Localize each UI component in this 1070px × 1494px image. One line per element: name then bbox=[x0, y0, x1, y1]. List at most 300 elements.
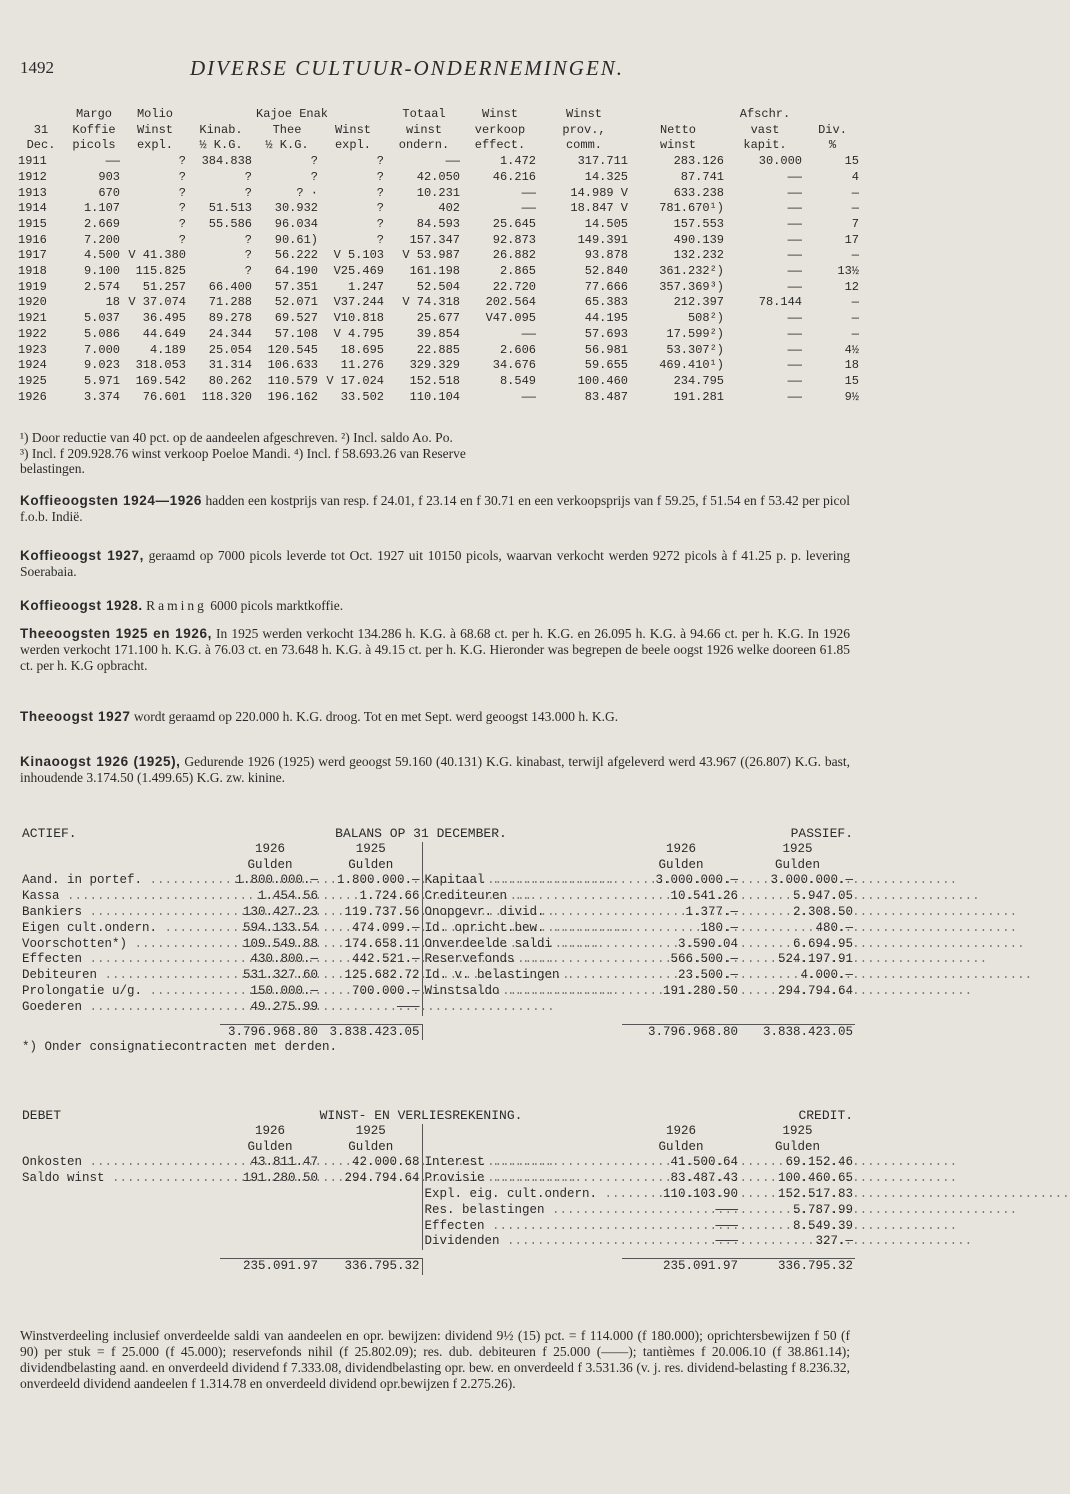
table-cell: 57.108 bbox=[274, 326, 318, 341]
balance-right-label: Kapitaal ..... bbox=[422, 873, 622, 889]
table-row bbox=[16, 264, 861, 280]
balance-right-value: 566.500.— bbox=[670, 952, 738, 967]
table-cell: 212.397 bbox=[673, 295, 724, 310]
running-title: DIVERSE CULTUUR-ONDERNEMINGEN. bbox=[190, 56, 625, 80]
table-cell: V 41.380 bbox=[128, 248, 186, 263]
table-row bbox=[16, 374, 861, 390]
footnote-line: belastingen. bbox=[20, 461, 85, 476]
table-cell: 52.504 bbox=[416, 279, 460, 294]
table-cell: —— bbox=[787, 373, 802, 388]
year-cell: 1914 bbox=[18, 201, 47, 216]
table-cell: 14.325 bbox=[584, 169, 628, 184]
pl-right-heading: CREDIT. bbox=[798, 1108, 854, 1123]
pl-row bbox=[20, 1203, 855, 1219]
balance-right-value: 3.000.000.— bbox=[770, 873, 854, 888]
balance-right-value bbox=[740, 1000, 855, 1016]
table-cell: —— bbox=[787, 232, 802, 247]
pl-row bbox=[20, 1219, 855, 1235]
column-header: Totaal bbox=[402, 107, 446, 121]
pl-total: 336.795.32 bbox=[740, 1259, 855, 1275]
balance-left-value: 1.724.66 bbox=[359, 889, 420, 904]
table-cell: 39.854 bbox=[416, 326, 460, 341]
balance-left-value: 119.737.56 bbox=[344, 904, 420, 919]
balance-row bbox=[20, 889, 855, 905]
pl-right-label: Interest ..... bbox=[422, 1155, 622, 1171]
table-cell: 87.741 bbox=[680, 169, 724, 184]
table-row bbox=[16, 295, 861, 311]
table-cell: 4.189 bbox=[149, 342, 186, 357]
balance-total: 3.838.423.05 bbox=[740, 1024, 855, 1040]
table-cell: —— bbox=[787, 216, 802, 231]
table-cell: 44.649 bbox=[142, 326, 186, 341]
table-cell: 18.847 V bbox=[570, 201, 628, 216]
table-cell: 22.720 bbox=[492, 279, 536, 294]
table-cell: 51.257 bbox=[142, 279, 186, 294]
pl-row bbox=[20, 1187, 855, 1203]
year-cell: 1913 bbox=[18, 185, 47, 200]
table-cell: 25.054 bbox=[208, 342, 252, 357]
balance-left-label: Kassa ..... bbox=[20, 889, 220, 905]
statistics-table bbox=[16, 107, 861, 405]
currency-label: Gulden bbox=[348, 1139, 394, 1154]
column-header: winst bbox=[405, 122, 442, 137]
table-cell: 24.344 bbox=[208, 326, 252, 341]
profit-distribution-paragraph: Winstverdeeling inclusief onverdeelde saldi van aandeelen en opr. bewijzen: dividend 9½ (15) pct. = f 114.000 (f 180.000); oprichtersbewijzen f 50 (f 90) per stuk = f 25.000 (f 45.000); reservefonds nihil (f 25.802.09); res. dub. debiteuren f 25.000 (——); tantièmes f 20.006.10 (f 38.861.14); dividendbelasting aand. en onverdeeld dividend f 7.333.08, dividendbelasting opr. bew. en onverdeeld f 3.531.36 (v. j. res. dividend-belasting f 8.236.32, onverdeeld dividend aandeelen f 1.314.78 en onverdeeld dividend opr.bewijzen f 2.275.26). bbox=[20, 1328, 850, 1391]
table-cell: V 4.795 bbox=[333, 326, 384, 341]
balance-right-value: 10.541.26 bbox=[670, 889, 738, 904]
footnote-line: ³) Incl. f 209.928.76 winst verkoop Poeloe Mandi. ⁴) Incl. f 58.693.26 van Reserve bbox=[20, 445, 466, 461]
table-cell: ? bbox=[376, 169, 384, 184]
paragraph-lead: Koffieoogsten 1924—1926 bbox=[20, 493, 203, 508]
footnote-line: ¹) Door reductie van 40 pct. op de aandeelen afgeschreven. ²) Incl. saldo Ao. Po. bbox=[20, 430, 453, 445]
balance-left-value: 594.133.54 bbox=[242, 920, 318, 935]
balance-title: BALANS OP 31 DECEMBER. bbox=[335, 826, 507, 841]
table-cell: 9.100 bbox=[83, 264, 120, 279]
table-cell: 191.281 bbox=[673, 389, 724, 404]
balance-right-value: 23.500.— bbox=[677, 968, 738, 983]
column-header bbox=[804, 107, 861, 123]
table-header-row bbox=[16, 138, 861, 154]
column-header: ½ K.G. bbox=[265, 138, 309, 153]
balance-left-value: 474.099.— bbox=[351, 920, 420, 935]
balance-left-label: Prolongatie u/g. ..... bbox=[20, 984, 220, 1000]
table-cell: 2.669 bbox=[83, 216, 120, 231]
table-cell: 44.195 bbox=[584, 311, 628, 326]
table-cell: 11.276 bbox=[340, 358, 384, 373]
table-cell: 93.878 bbox=[584, 248, 628, 263]
pl-right-value: 152.517.83 bbox=[778, 1186, 854, 1201]
table-cell: 633.238 bbox=[673, 185, 724, 200]
pl-right-value: 83.487.43 bbox=[670, 1171, 739, 1186]
table-row bbox=[16, 390, 861, 406]
table-cell: 120.545 bbox=[267, 342, 318, 357]
table-cell: ? bbox=[376, 154, 384, 169]
table-cell: 59.655 bbox=[584, 358, 628, 373]
paragraph-koffieoogst-1927 bbox=[20, 548, 850, 580]
balance-row bbox=[20, 921, 855, 937]
table-cell: 100.460 bbox=[577, 373, 628, 388]
pl-total: 235.091.97 bbox=[622, 1259, 740, 1275]
balance-note: *) Onder consignatiecontracten met derden. bbox=[22, 1040, 338, 1055]
table-row bbox=[16, 343, 861, 359]
table-cell: ? bbox=[376, 185, 384, 200]
table-cell: —— bbox=[521, 185, 536, 200]
pl-total: 235.091.97 bbox=[220, 1259, 320, 1275]
table-cell: 196.162 bbox=[267, 389, 318, 404]
table-cell: 12 bbox=[844, 279, 859, 294]
balance-row bbox=[20, 937, 855, 953]
balance-left-label: Voorschotten*) ..... bbox=[20, 937, 220, 953]
column-header: vast bbox=[750, 122, 780, 137]
column-header: Winst bbox=[334, 122, 371, 137]
table-cell: 64.190 bbox=[274, 264, 318, 279]
table-cell: 317.711 bbox=[577, 154, 628, 169]
paragraph-lead: Theeoogsten 1925 en 1926, bbox=[20, 626, 212, 641]
table-cell: ? bbox=[310, 169, 318, 184]
table-cell: 2.606 bbox=[499, 342, 536, 357]
column-header: Winst bbox=[136, 122, 173, 137]
currency-label: Gulden bbox=[348, 857, 394, 872]
table-cell: 5.086 bbox=[83, 326, 120, 341]
pl-title: WINST- EN VERLIESREKENING. bbox=[319, 1108, 523, 1123]
pl-right-label: Res. belastingen ..... bbox=[422, 1203, 622, 1219]
table-cell: 25.645 bbox=[492, 216, 536, 231]
table-cell: V37.244 bbox=[333, 295, 384, 310]
table-cell: 4½ bbox=[844, 342, 859, 357]
table-cell: 53.307²) bbox=[666, 342, 724, 357]
pl-left-heading: DEBET bbox=[22, 1108, 62, 1123]
pl-left-value bbox=[320, 1234, 422, 1250]
year-cell: 1919 bbox=[18, 279, 47, 294]
table-cell: 2.865 bbox=[499, 264, 536, 279]
table-cell: 31.314 bbox=[208, 358, 252, 373]
balance-left-value: 442.521.— bbox=[351, 952, 420, 967]
balance-right-value: 480.— bbox=[815, 920, 854, 935]
table-cell: 30.000 bbox=[758, 154, 802, 169]
table-row bbox=[16, 170, 861, 186]
column-header: verkoop bbox=[474, 122, 526, 137]
pl-right-value: ——— bbox=[715, 1234, 739, 1249]
table-cell: —— bbox=[787, 185, 802, 200]
balance-row bbox=[20, 984, 855, 1000]
balance-right-value: 5.947.05 bbox=[793, 889, 854, 904]
year-label: 1925 bbox=[782, 1123, 813, 1138]
table-cell: 5.971 bbox=[83, 373, 120, 388]
table-cell: 1.107 bbox=[83, 201, 120, 216]
table-cell: 52.840 bbox=[584, 264, 628, 279]
year-cell: 1918 bbox=[18, 264, 47, 279]
table-cell: 149.391 bbox=[577, 232, 628, 247]
table-cell: 15 bbox=[844, 154, 859, 169]
paragraph-text: In 1925 werden verkocht 134.286 h. K.G. à 68.68 ct. per h. K.G. en 26.095 h. K.G. à 94.66 ct. per h. K.G. In 1926 werden verkocht 171.100 h. K.G. à 76.03 ct. en 73.648 h. K.G. à 49.15 ct. per h. K.G. Hieronder was begrepen de beele oogst 1926 welke dooreen 61.85 ct. per h. K.G opbracht. bbox=[20, 626, 850, 673]
table-cell: 71.288 bbox=[208, 295, 252, 310]
table-cell: ? bbox=[178, 232, 186, 247]
pl-right-value: ——— bbox=[715, 1218, 739, 1233]
table-cell: 110.579 bbox=[267, 373, 318, 388]
column-header: Winst bbox=[565, 107, 602, 121]
year-label: 1926 bbox=[665, 841, 696, 856]
pl-right-value: 327.— bbox=[815, 1234, 854, 1249]
year-cell: 1924 bbox=[18, 358, 47, 373]
table-cell: — bbox=[851, 185, 859, 200]
balance-left-value: 531.327.60 bbox=[242, 968, 318, 983]
table-cell: 8.549 bbox=[499, 373, 536, 388]
table-cell: ? bbox=[178, 216, 186, 231]
table-cell: 22.885 bbox=[416, 342, 460, 357]
table-cell: ? bbox=[376, 201, 384, 216]
year-cell: 1915 bbox=[18, 216, 47, 231]
balance-left-value: 174.658.11 bbox=[344, 936, 420, 951]
table-cell: 357.369³) bbox=[659, 279, 724, 294]
pl-right-value: 5.787.99 bbox=[793, 1202, 854, 1217]
pl-left-value: 42.000.68 bbox=[351, 1155, 420, 1170]
table-cell: —— bbox=[787, 358, 802, 373]
table-cell: 65.383 bbox=[584, 295, 628, 310]
column-header bbox=[188, 107, 254, 123]
table-cell: 3.374 bbox=[83, 389, 120, 404]
paragraph-text: 6000 picols marktkoffie. bbox=[206, 598, 344, 613]
table-cell: 283.126 bbox=[673, 154, 724, 169]
pl-row bbox=[20, 1155, 855, 1171]
table-cell: ? bbox=[244, 232, 252, 247]
balance-left-label: Bankiers ..... bbox=[20, 905, 220, 921]
table-cell: 26.882 bbox=[492, 248, 536, 263]
table-cell: —— bbox=[521, 389, 536, 404]
currency-label: Gulden bbox=[658, 857, 704, 872]
column-header: comm. bbox=[565, 138, 602, 153]
table-cell: 1.472 bbox=[499, 154, 536, 169]
balance-right-value: 191.280.50 bbox=[662, 983, 738, 998]
paragraph-text: wordt geraamd op 220.000 h. K.G. droog. Tot en met Sept. werd geoogst 143.000 h. K.G. bbox=[130, 709, 619, 724]
table-cell: —— bbox=[787, 342, 802, 357]
pl-left-value bbox=[320, 1203, 422, 1219]
balance-row bbox=[20, 968, 855, 984]
table-cell: ? bbox=[376, 232, 384, 247]
table-cell: 10.231 bbox=[416, 185, 460, 200]
year-cell: 1911 bbox=[18, 154, 47, 169]
table-cell: 84.593 bbox=[416, 216, 460, 231]
table-cell: 157.347 bbox=[409, 232, 460, 247]
paragraph-text: Gedurende 1926 (1925) werd geoogst 59.160 (40.131) K.G. kinabast, terwijl afgeleverd werd 43.967 ((26.807) K.G. bast, inhoudende 3.174.50 (1.499.65) K.G. zw. kinine. bbox=[20, 754, 850, 785]
column-header: ondern. bbox=[398, 138, 450, 153]
pl-row bbox=[20, 1171, 855, 1187]
table-cell: 77.666 bbox=[584, 279, 628, 294]
table-cell: —— bbox=[787, 311, 802, 326]
column-header: Molio bbox=[136, 107, 173, 121]
pl-total: 336.795.32 bbox=[320, 1259, 422, 1275]
table-cell: 30.932 bbox=[274, 201, 318, 216]
table-cell: 234.795 bbox=[673, 373, 724, 388]
pl-left-value: 294.794.64 bbox=[344, 1171, 420, 1186]
table-cell: 384.838 bbox=[201, 154, 252, 169]
pl-left-value: 191.280.50 bbox=[242, 1171, 318, 1186]
pl-right-value: 41.500.64 bbox=[670, 1155, 739, 1170]
year-cell: 1917 bbox=[18, 248, 47, 263]
table-cell: 51.513 bbox=[208, 201, 252, 216]
table-cell: 4.500 bbox=[83, 248, 120, 263]
table-cell: ? bbox=[244, 264, 252, 279]
balance-right-value: 2.308.50 bbox=[793, 904, 854, 919]
balance-right-value: 4.000.— bbox=[800, 968, 854, 983]
year-cell: 1923 bbox=[18, 342, 47, 357]
table-cell: V10.818 bbox=[333, 311, 384, 326]
balance-left-value: 430.800.— bbox=[250, 952, 318, 967]
pl-right-label: Effecten ..... bbox=[422, 1219, 622, 1235]
balance-right-value bbox=[622, 1000, 740, 1016]
table-cell: 18 bbox=[105, 295, 120, 310]
table-header-row bbox=[16, 123, 861, 139]
balance-left-value: 1.800.000.— bbox=[235, 873, 318, 888]
table-header-row bbox=[16, 107, 861, 123]
table-row bbox=[16, 327, 861, 343]
paragraph-koffieoogst-1928 bbox=[20, 598, 850, 614]
table-cell: 46.216 bbox=[492, 169, 536, 184]
table-cell: 1.247 bbox=[347, 279, 384, 294]
paragraph-spaced: Raming bbox=[146, 598, 207, 613]
column-header: Thee bbox=[272, 122, 302, 137]
year-cell: 1916 bbox=[18, 232, 47, 247]
column-header: Koffie bbox=[72, 122, 116, 137]
table-cell: 90.61) bbox=[274, 232, 318, 247]
table-cell: ? bbox=[178, 201, 186, 216]
balance-left-heading: ACTIEF. bbox=[22, 826, 77, 841]
currency-label: Gulden bbox=[775, 1139, 821, 1154]
balance-right-value: 524.197.91 bbox=[778, 952, 854, 967]
table-row bbox=[16, 280, 861, 296]
column-header: expl. bbox=[136, 138, 173, 153]
year-cell: 1922 bbox=[18, 326, 47, 341]
table-row bbox=[16, 311, 861, 327]
balance-right-label: Reservefonds ..... bbox=[422, 952, 622, 968]
table-row bbox=[16, 248, 861, 264]
balance-left-value: 1.454.56 bbox=[257, 889, 318, 904]
year-cell: 1912 bbox=[18, 169, 47, 184]
table-cell: 18 bbox=[844, 358, 859, 373]
pl-left-label bbox=[20, 1203, 220, 1219]
table-cell: —— bbox=[521, 201, 536, 216]
table-cell: — bbox=[851, 201, 859, 216]
pl-left-label bbox=[20, 1219, 220, 1235]
balance-right-heading: PASSIEF. bbox=[790, 826, 854, 841]
table-cell: 161.198 bbox=[409, 264, 460, 279]
table-cell: V 5.103 bbox=[333, 248, 384, 263]
column-header bbox=[16, 107, 66, 123]
table-cell: ? bbox=[244, 248, 252, 263]
table-row bbox=[16, 154, 861, 170]
table-cell: 7 bbox=[851, 216, 859, 231]
pl-left-value bbox=[320, 1219, 422, 1235]
table-cell: 490.139 bbox=[673, 232, 724, 247]
table-cell: 17 bbox=[844, 232, 859, 247]
table-cell: —— bbox=[521, 326, 536, 341]
column-header: Kinab. bbox=[199, 122, 243, 137]
table-cell: 7.200 bbox=[83, 232, 120, 247]
balance-right-label: Onopgevr. divid. ..... bbox=[422, 905, 622, 921]
column-header: Dec. bbox=[26, 138, 56, 153]
table-cell: —— bbox=[787, 201, 802, 216]
year-label: 1926 bbox=[254, 841, 285, 856]
column-header: ½ K.G. bbox=[199, 138, 243, 153]
table-cell: 55.586 bbox=[208, 216, 252, 231]
table-cell: 69.527 bbox=[274, 311, 318, 326]
table-cell: 89.278 bbox=[208, 311, 252, 326]
paragraph-theeoogst-1927 bbox=[20, 709, 850, 725]
table-cell: 18.695 bbox=[340, 342, 384, 357]
table-cell: 14.989 V bbox=[570, 185, 628, 200]
table-cell: 469.410¹) bbox=[659, 358, 724, 373]
table-cell: 7.000 bbox=[83, 342, 120, 357]
pl-row bbox=[20, 1234, 855, 1250]
year-cell: 1921 bbox=[18, 311, 47, 326]
column-header: Margo bbox=[75, 107, 112, 121]
table-cell: —— bbox=[787, 279, 802, 294]
table-cell: —— bbox=[787, 169, 802, 184]
table-cell: 52.071 bbox=[274, 295, 318, 310]
balance-row bbox=[20, 873, 855, 889]
balance-row bbox=[20, 905, 855, 921]
table-cell: V25.469 bbox=[333, 264, 384, 279]
paragraph-text: hadden een kostprijs van resp. f 24.01, f 23.14 en f 30.71 en een verkoopsprijs van f 59.25, f 51.54 en f 53.42 per picol f.o.b. Indië. bbox=[20, 493, 850, 524]
year-label: 1926 bbox=[666, 1123, 697, 1138]
pl-right-value: 69.152.46 bbox=[785, 1155, 854, 1170]
table-cell: 903 bbox=[98, 169, 120, 184]
table-row bbox=[16, 358, 861, 374]
column-header: Afschr. bbox=[739, 107, 791, 121]
table-cell: 781.670¹) bbox=[659, 201, 724, 216]
balance-left-value: ——— bbox=[396, 999, 420, 1014]
pl-left-value: 43.811.47 bbox=[250, 1155, 318, 1170]
table-cell: 33.502 bbox=[340, 389, 384, 404]
balance-right-value: 294.794.64 bbox=[778, 983, 854, 998]
balance-right-label: Id. v. belastingen ..... bbox=[422, 968, 622, 984]
table-cell: 13½ bbox=[837, 264, 859, 279]
table-cell: V 74.318 bbox=[402, 295, 460, 310]
table-cell: 157.553 bbox=[673, 216, 724, 231]
table-cell: ? bbox=[178, 185, 186, 200]
year-label: 1925 bbox=[355, 841, 386, 856]
balance-row bbox=[20, 952, 855, 968]
table-cell: — bbox=[851, 248, 859, 263]
table-cell: 83.487 bbox=[584, 389, 628, 404]
table-row bbox=[16, 201, 861, 217]
balance-left-value: 125.682.72 bbox=[344, 968, 420, 983]
table-cell: — bbox=[851, 311, 859, 326]
table-cell: V 17.024 bbox=[326, 373, 384, 388]
balance-left-label: Effecten ..... bbox=[20, 952, 220, 968]
table-cell: 2.574 bbox=[83, 279, 120, 294]
table-cell: ? bbox=[244, 185, 252, 200]
table-cell: V 53.987 bbox=[402, 248, 460, 263]
page-header bbox=[20, 56, 851, 82]
pl-right-value: ——— bbox=[715, 1202, 739, 1217]
year-label: 1925 bbox=[355, 1123, 386, 1138]
table-cell: 96.034 bbox=[274, 216, 318, 231]
table-cell: ? bbox=[376, 216, 384, 231]
table-cell: 318.053 bbox=[135, 358, 186, 373]
table-cell: — bbox=[851, 326, 859, 341]
balance-left-value: 130.427.23 bbox=[242, 904, 318, 919]
column-header: expl. bbox=[334, 138, 371, 153]
paragraph-lead: Theeoogst 1927 bbox=[20, 709, 131, 724]
column-header: Div. bbox=[818, 122, 847, 137]
paragraph-lead: Koffieoogst 1928. bbox=[20, 598, 143, 613]
paragraph-lead: Kinaoogst 1926 (1925), bbox=[20, 754, 181, 769]
table-cell: 106.633 bbox=[267, 358, 318, 373]
column-header: Kajoe Enak bbox=[256, 107, 329, 121]
balance-left-value: 109.549.88 bbox=[242, 936, 318, 951]
paragraph-theeoogsten bbox=[20, 626, 850, 674]
column-header: Winst bbox=[481, 107, 518, 121]
